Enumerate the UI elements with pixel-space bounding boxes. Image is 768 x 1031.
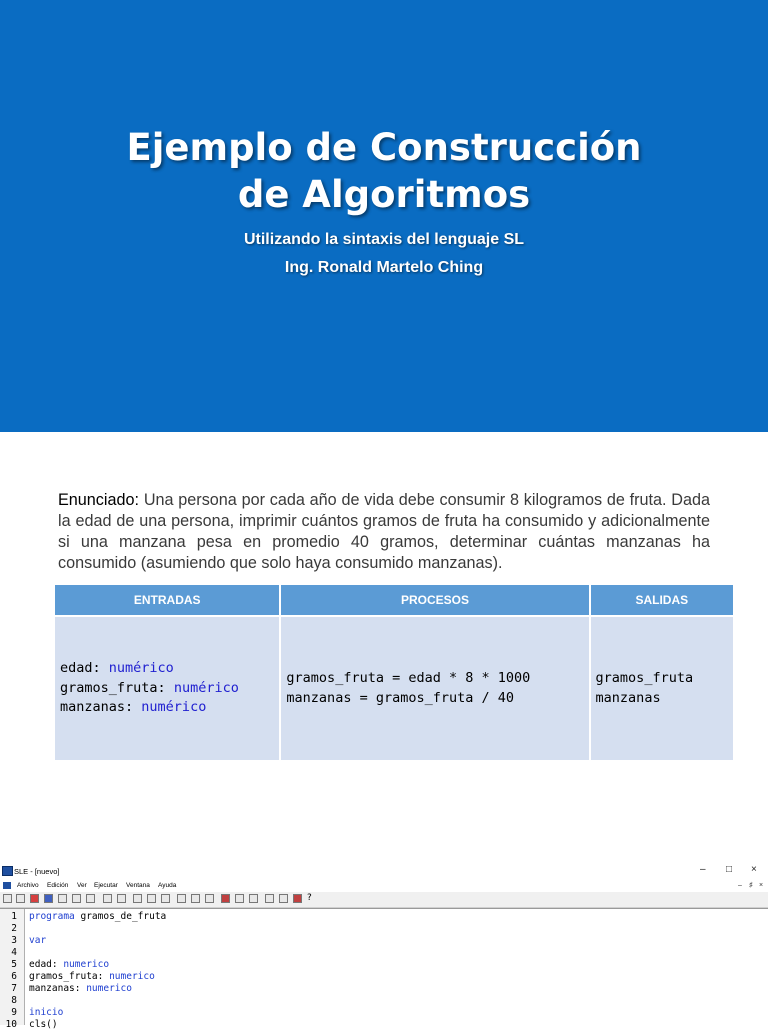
slide-title	[0, 124, 768, 218]
code-line	[29, 1007, 63, 1019]
maximize-button[interactable]: □	[726, 864, 733, 875]
line-number: 8	[11, 995, 17, 1006]
sle-window	[0, 862, 768, 1030]
code-text: cls()	[29, 1019, 58, 1030]
code-type: numerico	[109, 971, 155, 982]
entrada-line	[60, 679, 274, 699]
proceso-line: gramos_fruta = edad * 8 * 1000	[286, 670, 531, 686]
menu-ayuda[interactable]: Ayuda	[158, 882, 177, 889]
salida-line: gramos_fruta	[595, 670, 694, 686]
toolbar	[0, 892, 768, 908]
help-icon[interactable]: ?	[307, 893, 312, 903]
line-number: 7	[11, 983, 17, 994]
variable-icon[interactable]	[249, 894, 258, 903]
line-number: 3	[11, 935, 17, 946]
title-line-2: de Algoritmos	[237, 173, 531, 216]
entrada-name: edad:	[60, 660, 101, 677]
code-line	[29, 971, 155, 983]
menu-ejecutar[interactable]: Ejecutar	[94, 882, 118, 889]
mdi-close-button[interactable]: ×	[759, 882, 764, 889]
text-icon[interactable]	[265, 894, 274, 903]
line-number: 9	[11, 1007, 17, 1018]
menu-bar	[0, 880, 768, 892]
new-file-icon[interactable]	[3, 894, 12, 903]
book-icon[interactable]	[293, 894, 302, 903]
window-icon[interactable]	[279, 894, 288, 903]
line-number: 10	[5, 1019, 17, 1030]
code-text: gramos_fruta:	[29, 971, 110, 982]
code-line	[29, 959, 109, 971]
watch-icon[interactable]	[235, 894, 244, 903]
save-icon[interactable]	[44, 894, 53, 903]
line-number: 4	[11, 947, 17, 958]
window-titlebar	[0, 862, 768, 880]
io-table	[53, 585, 735, 760]
entrada-name: gramos_fruta:	[60, 679, 166, 696]
code-keyword: programa	[29, 911, 75, 922]
breakpoint-icon[interactable]	[221, 894, 230, 903]
run-icon[interactable]	[177, 894, 186, 903]
code-type: numerico	[63, 959, 110, 970]
close-button[interactable]: ×	[751, 864, 757, 875]
title-banner	[0, 0, 768, 432]
menu-ventana[interactable]: Ventana	[126, 882, 150, 889]
code-line	[29, 911, 166, 923]
mdi-minimize-button[interactable]: –	[738, 882, 742, 889]
header-procesos: PROCESOS	[281, 585, 588, 615]
document-icon	[3, 882, 11, 889]
code-text: gramos_de_fruta	[74, 911, 167, 922]
line-number: 1	[11, 911, 17, 922]
close-file-icon[interactable]	[30, 894, 39, 903]
title-line-1: Ejemplo de Construcción	[126, 126, 642, 169]
line-number-gutter	[0, 909, 25, 1030]
undo-icon[interactable]	[103, 894, 112, 903]
find-next-icon[interactable]	[72, 894, 81, 903]
line-number: 2	[11, 923, 17, 934]
copy-icon[interactable]	[147, 894, 156, 903]
cell-procesos	[281, 617, 588, 760]
mdi-restore-button[interactable]: ♯	[749, 882, 753, 889]
statement-label: Enunciado:	[58, 491, 140, 509]
code-type: numerico	[86, 983, 132, 994]
paste-icon[interactable]	[161, 894, 170, 903]
code-keyword: var	[29, 935, 47, 946]
line-number: 6	[11, 971, 17, 982]
statement-text: Una persona por cada año de vida debe consumir 8 kilogramos de fruta. Dada la edad de una persona, imprimir cuántos gramos de fruta ha consumido y adicionalmente si una manzana pesa en promedio 40 gramos, determinar cuántas manzanas ha consumido (asumiendo que solo haya consumido manzanas).	[58, 491, 711, 572]
print-icon[interactable]	[86, 894, 95, 903]
code-keyword: inicio	[29, 1007, 64, 1018]
problem-statement	[58, 490, 710, 574]
code-line	[29, 935, 46, 947]
code-editor[interactable]	[0, 908, 768, 1030]
entrada-line	[60, 659, 274, 679]
entrada-line	[60, 698, 274, 718]
code-text: edad:	[29, 959, 64, 970]
menu-archivo[interactable]: Archivo	[17, 882, 39, 889]
search-icon[interactable]	[58, 894, 67, 903]
entrada-name: manzanas:	[60, 699, 134, 716]
minimize-button[interactable]: –	[700, 864, 706, 875]
salida-line: manzanas	[595, 689, 661, 706]
entrada-type: numérico	[141, 699, 207, 716]
cell-salidas	[591, 617, 733, 760]
slide-subtitle: Utilizando la sintaxis del lenguaje SL	[243, 231, 525, 248]
code-text: manzanas:	[29, 983, 87, 994]
cut-icon[interactable]	[133, 894, 142, 903]
slide-author: Ing. Ronald Martelo Ching	[284, 259, 484, 276]
proceso-line: manzanas = gramos_fruta / 40	[286, 689, 514, 706]
menu-edicion[interactable]: Edición	[47, 882, 69, 889]
code-line	[29, 1019, 58, 1031]
app-icon	[2, 866, 13, 876]
stop-icon[interactable]	[205, 894, 214, 903]
step-icon[interactable]	[191, 894, 200, 903]
header-salidas: SALIDAS	[591, 585, 733, 615]
header-entradas: ENTRADAS	[55, 585, 279, 615]
open-file-icon[interactable]	[16, 894, 25, 903]
cell-entradas	[55, 617, 279, 760]
code-line	[29, 983, 132, 995]
entrada-type: numérico	[108, 660, 174, 677]
entrada-type: numérico	[173, 679, 239, 696]
line-number: 5	[11, 959, 17, 970]
menu-ver[interactable]: Ver	[77, 882, 87, 889]
redo-icon[interactable]	[117, 894, 126, 903]
window-title: SLE - [nuevo]	[14, 867, 60, 876]
